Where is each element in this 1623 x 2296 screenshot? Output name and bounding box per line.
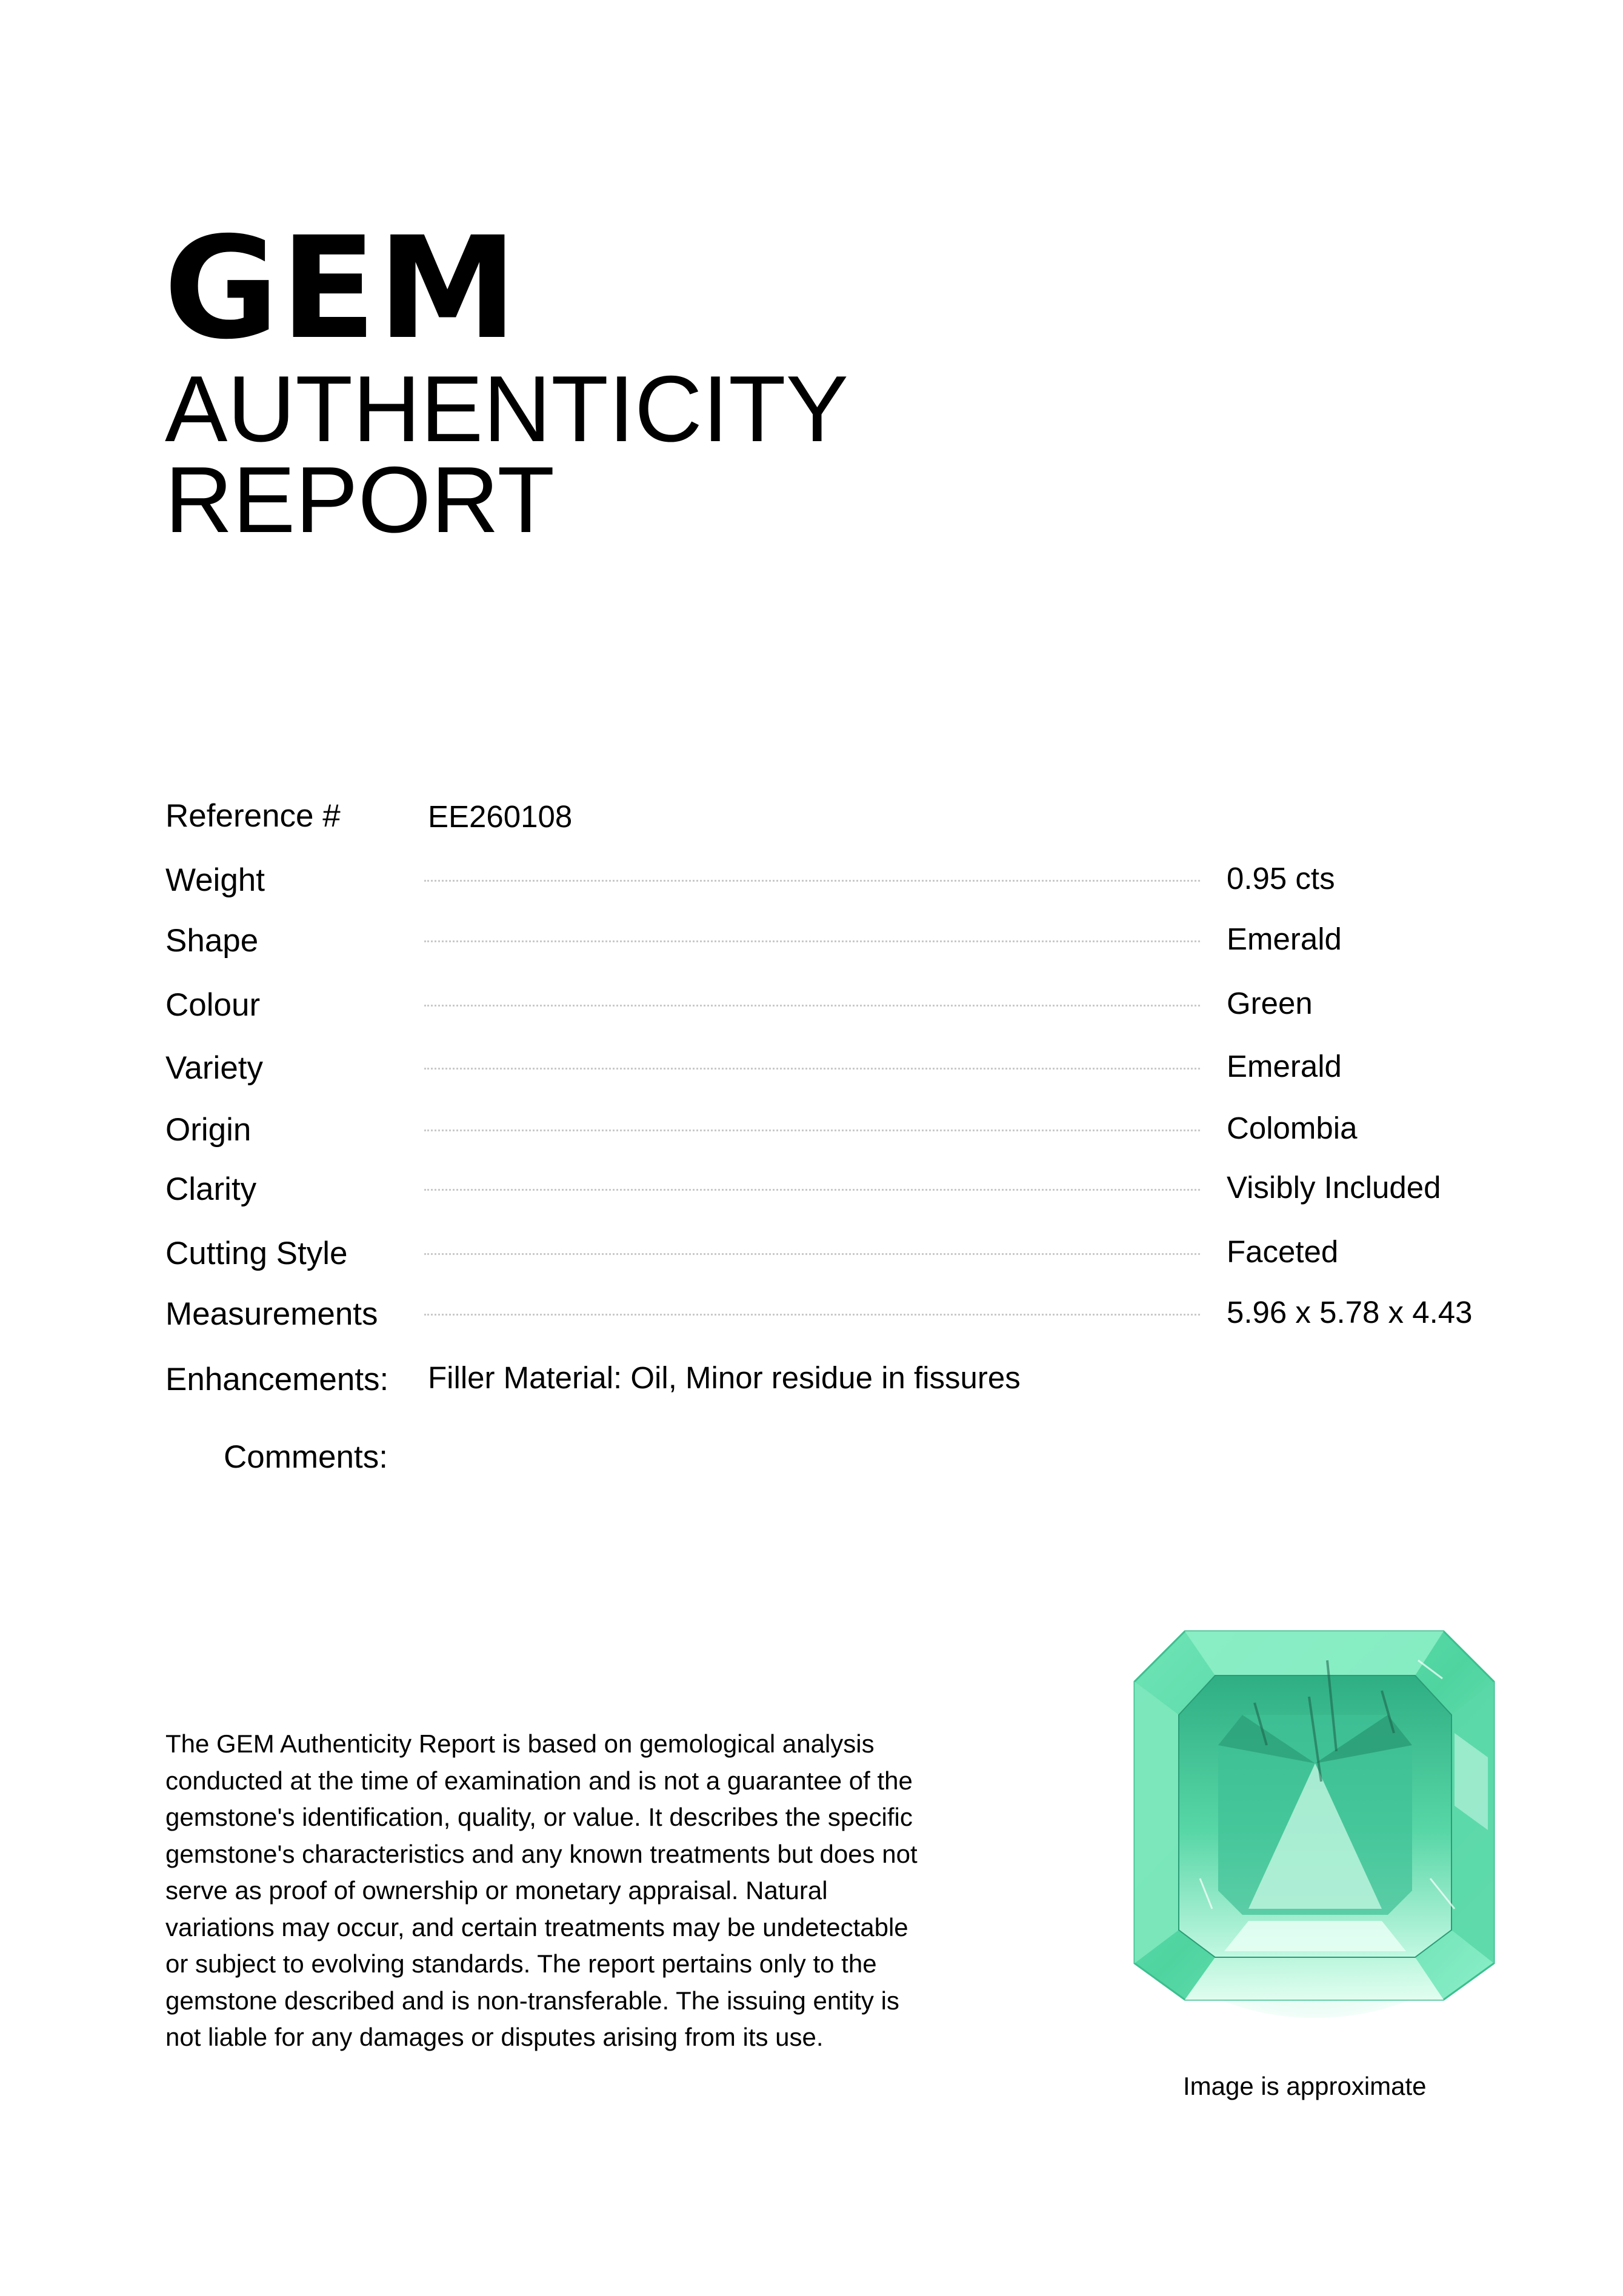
field-value: Emerald	[1227, 922, 1342, 956]
enhancements-label: Enhancements:	[165, 1362, 389, 1397]
report-subtitle-line1: AUTHENTICITY	[165, 356, 849, 461]
disclaimer-line: or subject to evolving standards. The report pertains only to the	[165, 1949, 877, 1978]
field-label: Shape	[165, 923, 259, 959]
disclaimer-line: variations may occur, and certain treatments may be undetectable	[165, 1912, 908, 1942]
gem-crown-facet	[1185, 1631, 1444, 1675]
field-label: Origin	[165, 1112, 252, 1148]
field-label: Variety	[165, 1050, 264, 1086]
dotted-leader	[424, 880, 1200, 882]
gem-crown-facet	[1185, 1957, 1444, 2000]
disclaimer-line: gemstone's identification, quality, or value. It describes the specific	[165, 1803, 913, 1831]
report-title: GEM	[164, 207, 519, 370]
dotted-leader	[424, 940, 1200, 942]
field-value: Colombia	[1227, 1111, 1358, 1145]
dotted-leader	[424, 1130, 1200, 1131]
gemstone-image	[1127, 1624, 1503, 2024]
disclaimer-line: gemstone's characteristics and any known treatments but does not	[165, 1839, 918, 1868]
dotted-leader	[424, 1068, 1200, 1070]
dotted-leader	[424, 1314, 1200, 1316]
disclaimer-line: The GEM Authenticity Report is based on gemological analysis	[165, 1729, 875, 1758]
enhancements-value: Filler Material: Oil, Minor residue in fissures	[428, 1360, 1021, 1395]
field-label: Measurements	[165, 1296, 378, 1332]
reference-value: EE260108	[428, 799, 573, 834]
report-subtitle	[165, 356, 849, 552]
disclaimer-line: serve as proof of ownership or monetary appraisal. Natural	[165, 1876, 828, 1905]
field-value: Emerald	[1227, 1049, 1342, 1083]
gem-crown-facet	[1135, 1682, 1179, 1963]
field-value: Faceted	[1227, 1234, 1339, 1269]
dotted-leader	[424, 1005, 1200, 1007]
field-label: Weight	[165, 862, 265, 898]
field-value: 0.95 cts	[1227, 861, 1335, 896]
disclaimer-line: not liable for any damages or disputes arising from its use.	[165, 2023, 824, 2051]
disclaimer-text	[165, 1726, 1002, 2056]
field-value: Visibly Included	[1227, 1170, 1441, 1205]
dotted-leader	[424, 1253, 1200, 1255]
disclaimer-line: gemstone described and is non-transferable. The issuing entity is	[165, 1986, 899, 2015]
field-value: Green	[1227, 986, 1313, 1020]
gem-image-caption: Image is approximate	[1183, 2072, 1427, 2100]
field-label: Clarity	[165, 1171, 257, 1207]
field-value: 5.96 x 5.78 x 4.43	[1227, 1295, 1473, 1329]
dotted-leader	[424, 1189, 1200, 1191]
comments-label: Comments:	[224, 1439, 388, 1475]
gem-highlight	[1224, 1921, 1406, 1951]
report-subtitle-line2: REPORT	[165, 447, 555, 552]
reference-label: Reference #	[165, 798, 341, 834]
disclaimer-line: conducted at the time of examination and is not a guarantee of the	[165, 1766, 913, 1795]
field-label: Colour	[165, 987, 261, 1023]
field-label: Cutting Style	[165, 1236, 348, 1271]
